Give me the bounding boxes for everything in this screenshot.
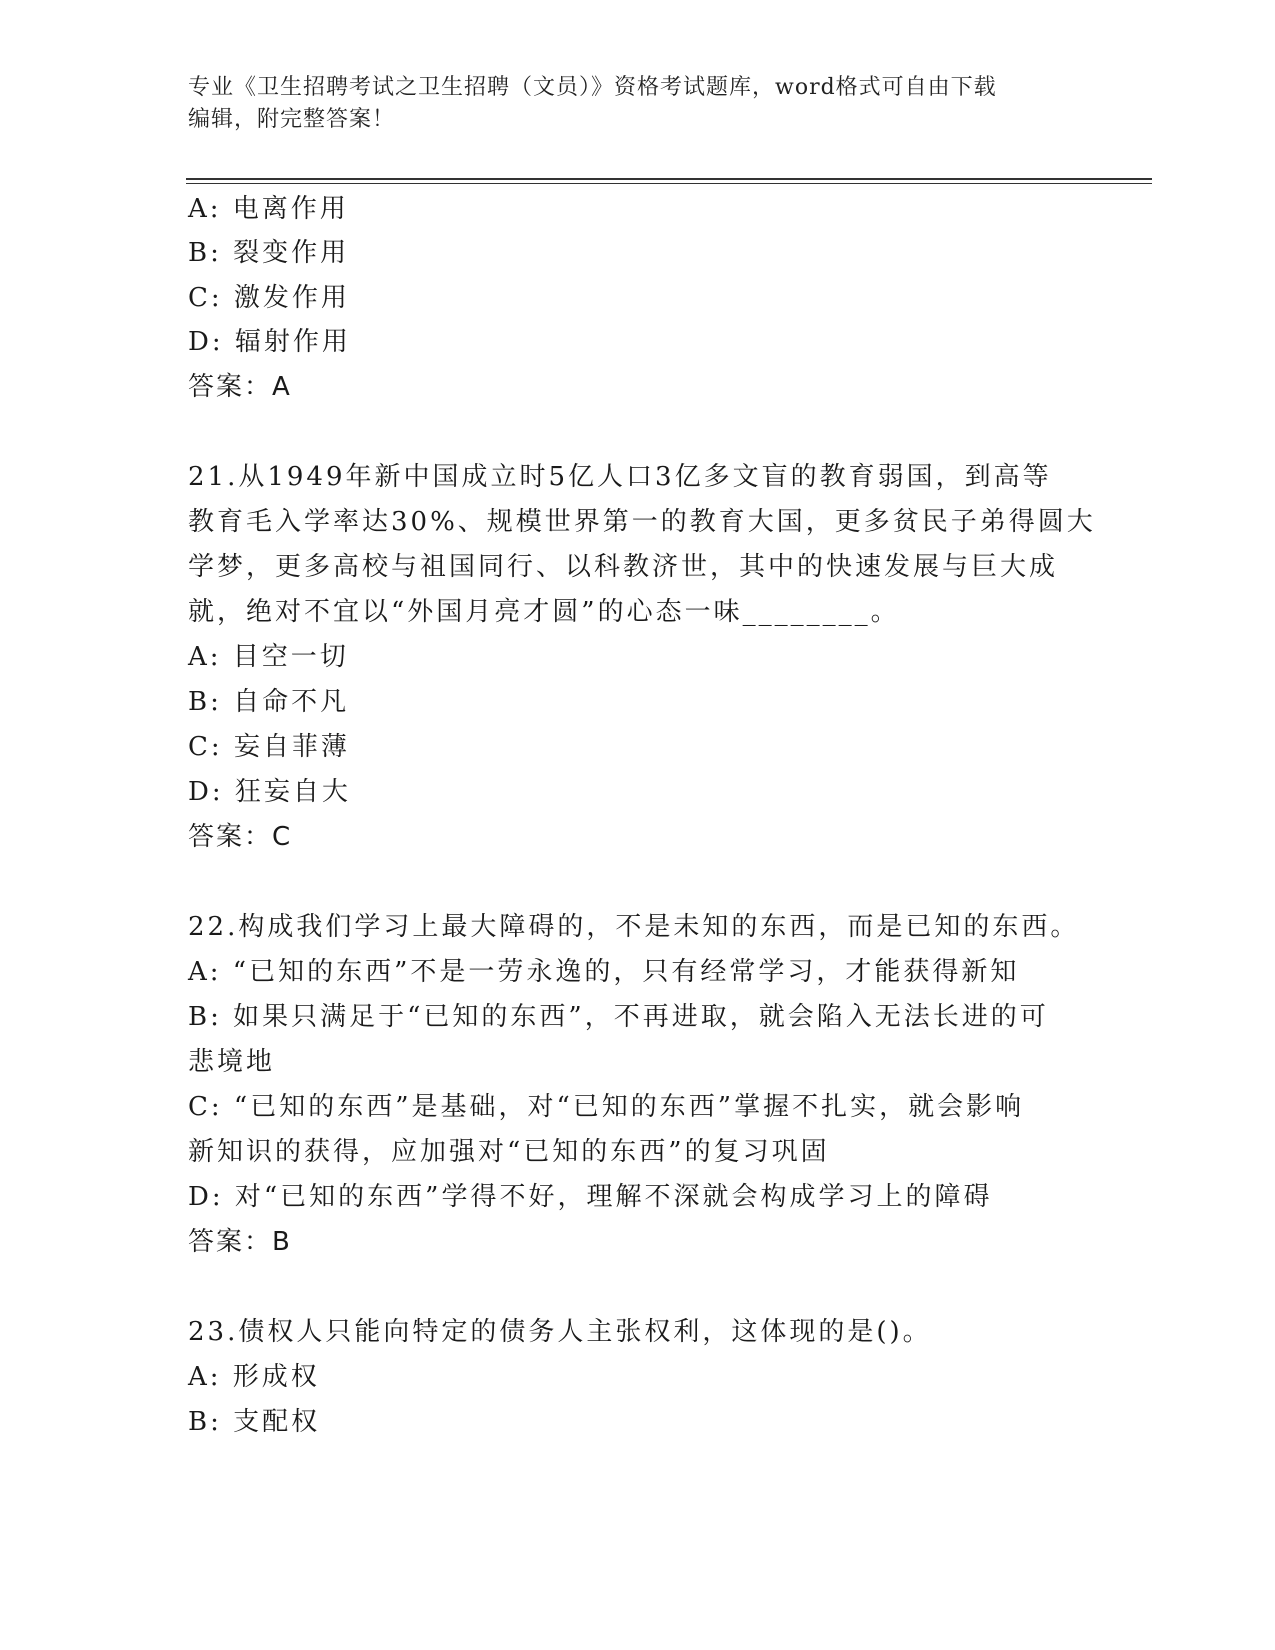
q20-answer: 答案：A (188, 372, 292, 402)
q22-answer: 答案：B (188, 1227, 292, 1257)
q22-option-b-line-2: 悲境地 (188, 1047, 276, 1077)
q23-stem-line-1: 23.债权人只能向特定的债务人主张权利，这体现的是()。 (188, 1317, 932, 1347)
q21-stem-line-4: 就，绝对不宜以“外国月亮才圆”的心态一味________。 (188, 597, 900, 627)
q22-option-b-line-1: B: 如果只满足于“已知的东西”，不再进取，就会陷入无法长进的可 (188, 1002, 1049, 1032)
q21-answer: 答案：C (188, 822, 293, 852)
header-line-1: 专业《卫生招聘考试之卫生招聘（文员）》资格考试题库，word格式可自由下载 (188, 75, 997, 100)
q21-option-c: C: 妄自菲薄 (188, 732, 350, 762)
q22-option-c-line-1: C: “已知的东西”是基础，对“已知的东西”掌握不扎实，就会影响 (188, 1092, 1025, 1122)
header-divider-thin (186, 183, 1152, 184)
q22-option-a: A: “已知的东西”不是一劳永逸的，只有经常学习，才能获得新知 (188, 957, 1020, 987)
header-line-2: 编辑，附完整答案！ (188, 107, 396, 132)
header-divider-thick (186, 178, 1152, 180)
q21-stem-line-2: 教育毛入学率达30%、规模世界第一的教育大国，更多贫民子弟得圆大 (188, 507, 1096, 537)
q23-option-b: B: 支配权 (188, 1407, 321, 1437)
q21-option-d: D: 狂妄自大 (188, 777, 351, 807)
q20-option-b: B: 裂变作用 (188, 238, 350, 268)
q22-stem-line-1: 22.构成我们学习上最大障碍的，不是未知的东西，而是已知的东西。 (188, 912, 1080, 942)
q20-option-c: C: 激发作用 (188, 283, 350, 313)
document-header (188, 72, 1088, 136)
q20-option-a: A: 电离作用 (188, 194, 349, 224)
q23-option-a: A: 形成权 (188, 1362, 320, 1392)
q21-stem-line-1: 21.从1949年新中国成立时5亿人口3亿多文盲的教育弱国，到高等 (188, 462, 1052, 492)
q22-option-c-line-2: 新知识的获得，应加强对“已知的东西”的复习巩固 (188, 1137, 830, 1167)
q21-option-a: A: 目空一切 (188, 642, 349, 672)
q21-option-b: B: 自命不凡 (188, 687, 350, 717)
q21-stem-line-3: 学梦，更多高校与祖国同行、以科教济世，其中的快速发展与巨大成 (188, 552, 1059, 582)
q22-option-d: D: 对“已知的东西”学得不好，理解不深就会构成学习上的障碍 (188, 1182, 993, 1212)
q20-option-d: D: 辐射作用 (188, 327, 351, 357)
